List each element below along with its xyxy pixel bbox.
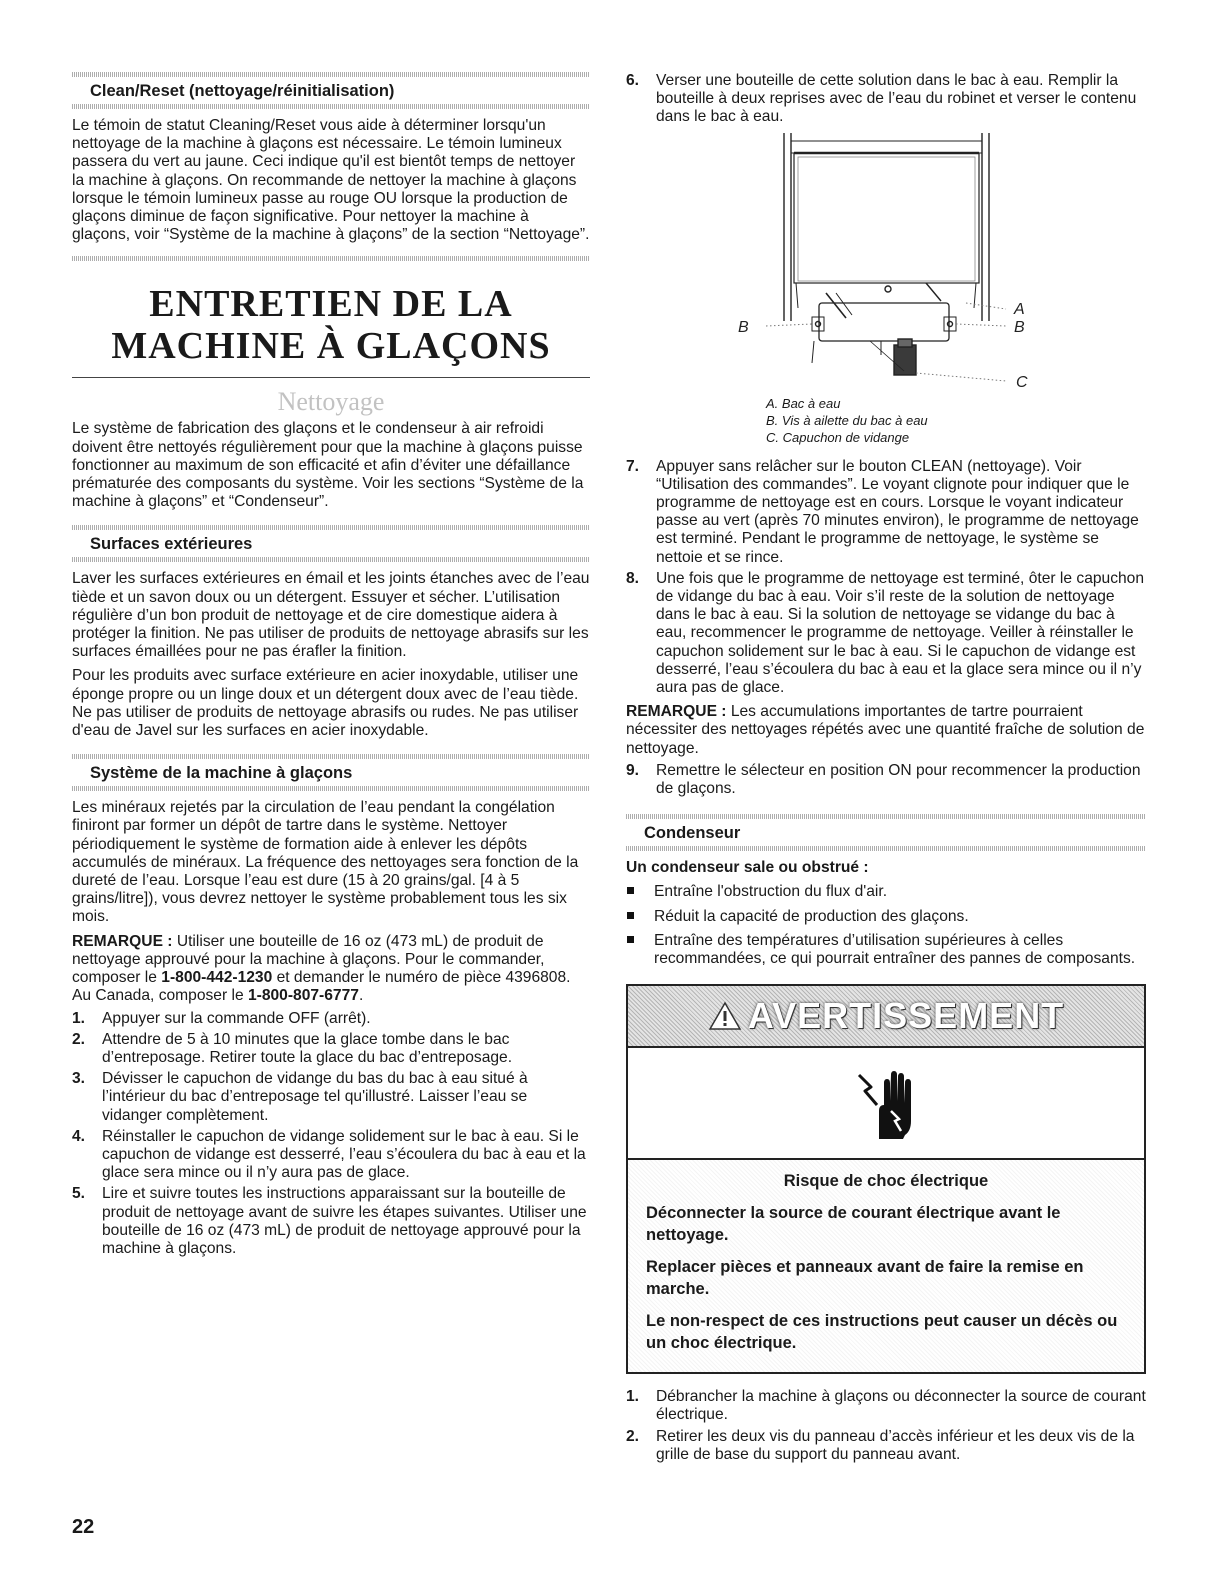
warning-line: Replacer pièces et panneaux avant de faire la remise en marche.: [646, 1258, 1084, 1299]
step-number: 4.: [72, 1127, 86, 1145]
step-number: 3.: [72, 1070, 86, 1088]
step-item: [72, 1128, 590, 1183]
electric-shock-hand-icon: [851, 1061, 921, 1145]
section-rule: [626, 846, 1146, 851]
step-text: Appuyer sur la commande OFF (arrêt).: [102, 1009, 371, 1027]
surfaces-paragraph-2: Pour les produits avec surface extérieure en acier inoxydable, utiliser une éponge propre ou un linge doux et un détergent doux avec de l’eau tiède. Ne pas utiliser de produits de nettoyage abrasifs ou rudes. Ne pas utiliser d'eau de Javel sur les surfaces en acier inoxydable.: [72, 667, 579, 740]
bullet-item: [626, 932, 1146, 968]
step-item: [626, 72, 1146, 127]
step-number: 1.: [626, 1388, 640, 1406]
section-rule: [72, 754, 590, 759]
remarque-text: .: [358, 987, 364, 1005]
step-item: [72, 1070, 590, 1125]
clean-reset-section: [72, 72, 590, 261]
condenseur-lead: Un condenseur sale ou obstrué :: [626, 859, 869, 877]
warning-line: Déconnecter la source de courant électrique avant le nettoyage.: [646, 1204, 1061, 1245]
water-tray-figure: [626, 133, 1146, 403]
right-column: [626, 72, 1146, 1464]
callout-label-c: C: [1016, 373, 1028, 391]
warning-title: [708, 995, 1064, 1037]
warning-title-text: AVERTISSEMENT: [747, 995, 1065, 1037]
remarque-text: Utiliser une bouteille de 16 oz (473 mL) de produit de nettoyage approuvé pour la machine à glaçons. Pour le commander, composer le: [72, 932, 545, 987]
step-text: Réinstaller le capuchon de vidange solidement sur le bac à eau. Si le capuchon de vidange est desserré, l’eau s’écoulera du bac à eau et la glace sera mince ou il n’y aura pas de glace.: [102, 1127, 586, 1182]
bullet-square-icon: [626, 932, 654, 968]
warning-risk: Risque de choc électrique: [783, 1172, 989, 1191]
callout-label-b-right: B: [1014, 318, 1025, 336]
figure-caption: B. Vis à ailette du bac à eau: [766, 412, 928, 428]
step-number: 6.: [626, 72, 640, 89]
step-text: Appuyer sans relâcher sur le bouton CLEAN (nettoyage). Voir “Utilisation des commandes”. Le voyant clignote pour indiquer que le programme de nettoyage est en cours. Lorsque le voyant indicateur passe au vert (après 70 minutes environ), le programme de nettoyage est terminé. Pendant le programme de nettoyage, le système se nettoie et se rince.: [656, 457, 1139, 566]
section-rule: [72, 786, 590, 791]
step-text: Verser une bouteille de cette solution dans le bac à eau. Remplir la bouteille à deux reprises avec de l’eau du robinet et verser le contenu dans le bac à eau.: [656, 72, 1137, 126]
phone-number-canada: 1-800-807-6777: [247, 987, 359, 1005]
warning-triangle-icon: [708, 1001, 742, 1031]
section-rule: [626, 814, 1146, 819]
step-9-list: [626, 762, 1146, 798]
callout-label-a: A: [1014, 300, 1025, 318]
left-column: [72, 72, 590, 1258]
step-number: 9.: [626, 761, 640, 779]
systeme-section: [72, 754, 590, 1258]
steps-7-8: [626, 458, 1146, 698]
warning-box: [626, 984, 1146, 1374]
electric-shock-icon-area: [628, 1048, 1144, 1160]
bullet-square-icon: [626, 883, 654, 901]
page-number: 22: [72, 1516, 95, 1538]
section-rule: [72, 72, 590, 77]
step-item: [626, 1388, 1146, 1424]
main-title-line-2: MACHINE À GLAÇONS: [111, 325, 551, 368]
section-rule: [72, 525, 590, 530]
step-text: Une fois que le programme de nettoyage est terminé, ôter le capuchon de vidange du bac à eau. Voir s’il reste de la solution de nettoyage dans le bac à eau. Si la solution de nettoyage se vidange du bac à eau, recommencer le programme de nettoyage. Veiller à réinstaller le capuchon solidement sur le bac à eau. Si le capuchon de vidange est desserré, l’eau s’écoulera du bac à eau et la glace sera mince ou il n’y aura pas de glace.: [656, 569, 1145, 697]
main-title: [72, 283, 590, 367]
condenseur-heading: Condenseur: [644, 824, 741, 843]
surfaces-heading: Surfaces extérieures: [90, 535, 253, 554]
bullet-square-icon: [626, 908, 654, 926]
figure-caption: A. Bac à eau: [766, 395, 841, 411]
step-text: Retirer les deux vis du panneau d’accès inférieur et les deux vis de la grille de base du support du panneau avant.: [656, 1427, 1135, 1463]
phone-number-us: 1-800-442-1230: [161, 969, 273, 987]
systeme-steps: [72, 1010, 590, 1259]
section-rule: [72, 104, 590, 109]
step-number: 7.: [626, 457, 640, 475]
nettoyage-section: [72, 386, 590, 511]
surfaces-paragraph-1: Laver les surfaces extérieures en émail et les joints étanches avec de l’eau tiède et un savon doux ou un détergent. Essuyer et sécher. L’utilisation régulière d’un bon produit de nettoyage et de cire domestique aidera à protéger la finition. Ne pas utiliser de produits de nettoyage abrasifs sur les surfaces émaillées pour ne pas érafler la finition.: [72, 570, 590, 661]
title-rule: [72, 377, 590, 378]
warning-banner: [628, 986, 1144, 1048]
step-item: [626, 1428, 1146, 1464]
bullet-text: Entraîne des températures d’utilisation supérieures à celles recommandées, ce qui pourrait entraîner des pannes de composants.: [654, 931, 1136, 968]
step-number: 2.: [626, 1427, 640, 1445]
step-number: 8.: [626, 569, 640, 587]
bullet-text: Entraîne l'obstruction du flux d'air.: [654, 883, 888, 901]
step-text: Remettre le sélecteur en position ON pour recommencer la production de glaçons.: [656, 761, 1141, 798]
step-item: [72, 1185, 590, 1258]
surfaces-section: [72, 525, 590, 740]
callout-label-b: B: [738, 318, 749, 336]
systeme-paragraph: Les minéraux rejetés par la circulation de l’eau pendant la congélation finiront par former un dépôt de tartre dans le système. Nettoyer périodiquement le système de formation aide à enlever les dépôts accumulés de minéraux. La fréquence des nettoyages sera fonction de la dureté de l’eau. Lorsque l’eau est dure (15 à 20 grains/gal. [4 à 5 grains/litre]), vous devrez nettoyer le système probablement tous les six mois.: [72, 799, 579, 926]
clean-reset-body: Le témoin de statut Cleaning/Reset vous aide à déterminer lorsqu'un nettoyage de la machine à glaçons est nécessaire. Le témoin lumineux passera du vert au jaune. Ceci indique qu'il est bientôt temps de nettoyer la machine à glaçons. On recommande de nettoyer la machine à glaçons lorsque le témoin lumineux passe au rouge OU lorsque la production de glaçons diminue de façon significative. Pour nettoyer la machine à glaçons, voir “Système de la machine à glaçons” de la section “Nettoyage”.: [72, 117, 590, 244]
condenseur-section: [626, 814, 1146, 968]
bullet-item: [626, 908, 1146, 926]
remarque-label: REMARQUE :: [626, 703, 727, 721]
section-rule: [72, 256, 590, 261]
systeme-remarque: [72, 933, 590, 1006]
warning-line: Le non-respect de ces instructions peut causer un décès ou un choc électrique.: [646, 1312, 1118, 1353]
step-text: Débrancher la machine à glaçons ou déconnecter la source de courant électrique.: [656, 1388, 1146, 1424]
step-text: Dévisser le capuchon de vidange du bas du bac à eau situé à l’intérieur du bac d’entreposage tel qu'illustré. Laisser l’eau se vidanger complètement.: [102, 1070, 528, 1124]
step-item: [72, 1010, 590, 1028]
condenseur-steps: [626, 1388, 1146, 1464]
step-item: [626, 458, 1146, 567]
section-rule: [72, 557, 590, 562]
step-text: Attendre de 5 à 10 minutes que la glace tombe dans le bac d’entreposage. Retirer toute la glace du bac d’entreposage.: [102, 1030, 513, 1066]
main-title-line-1: ENTRETIEN DE LA: [149, 283, 513, 326]
warning-text: [628, 1160, 1144, 1372]
step-6-list: [626, 72, 1146, 127]
remarque-note: [626, 703, 1146, 758]
remarque-text: et demander le numéro de pièce 4396808. Au Canada, composer le: [72, 969, 571, 1005]
nettoyage-heading: Nettoyage: [277, 387, 385, 417]
clean-reset-heading: Clean/Reset (nettoyage/réinitialisation): [90, 82, 395, 100]
step-text: Lire et suivre toutes les instructions apparaissant sur la bouteille de produit de nettoyage avant de suivre les étapes suivantes. Utiliser une bouteille de 16 oz (473 mL) de produit de nettoyage approuvé pour la machine à glaçons.: [102, 1185, 587, 1257]
water-tray-diagram: [626, 133, 1146, 403]
remarque-text: Les accumulations importantes de tartre pourraient nécessiter des nettoyages répétés avec une quantité fraîche de solution de nettoyage.: [626, 703, 1145, 757]
step-item: [72, 1031, 590, 1067]
bullet-item: [626, 883, 1146, 901]
step-number: 1.: [72, 1009, 86, 1027]
bullet-text: Réduit la capacité de production des glaçons.: [654, 907, 969, 925]
step-item: [626, 570, 1146, 697]
condenseur-bullets: [626, 883, 1146, 968]
systeme-heading: Système de la machine à glaçons: [90, 764, 353, 783]
step-item: [626, 762, 1146, 798]
step-number: 2.: [72, 1030, 86, 1048]
figure-caption: C. Capuchon de vidange: [766, 429, 910, 445]
nettoyage-body: Le système de fabrication des glaçons et le condenseur à air refroidi doivent être nettoyés régulièrement pour que la machine à glaçons puisse fonctionner au maximum de son efficacité et afin d’éviter une défaillance prématurée des composants du système. Voir les sections “Système de la machine à glaçons” et “Condenseur”.: [72, 420, 584, 511]
step-number: 5.: [72, 1185, 86, 1203]
remarque-label: REMARQUE :: [72, 932, 173, 950]
